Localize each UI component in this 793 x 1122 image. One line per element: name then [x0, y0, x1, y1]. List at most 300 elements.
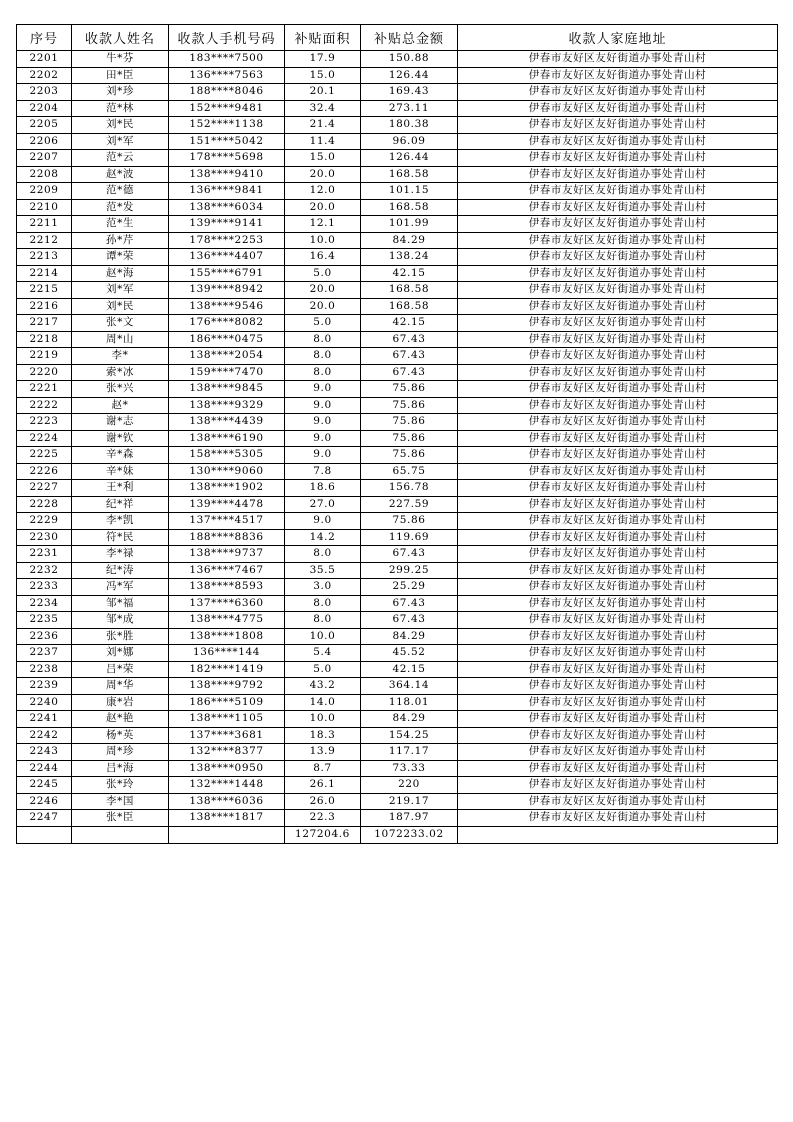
cell-amount: 67.43	[361, 612, 458, 629]
cell-amount: 219.17	[361, 793, 458, 810]
cell-address: 伊春市友好区友好街道办事处青山村	[458, 810, 778, 827]
table-row	[17, 645, 778, 662]
cell-name: 纪*涛	[72, 562, 169, 579]
cell-name: 赵*波	[72, 166, 169, 183]
table-row	[17, 727, 778, 744]
cell-seq: 2210	[17, 199, 72, 216]
cell-amount: 45.52	[361, 645, 458, 662]
cell-address: 伊春市友好区友好街道办事处青山村	[458, 793, 778, 810]
cell-area: 16.4	[285, 249, 361, 266]
cell-name: 张*文	[72, 315, 169, 332]
cell-amount: 119.69	[361, 529, 458, 546]
cell-name: 赵*	[72, 397, 169, 414]
cell-name: 范*发	[72, 199, 169, 216]
cell-phone: 138****9546	[169, 298, 285, 315]
cell-amount: 154.25	[361, 727, 458, 744]
table-row	[17, 711, 778, 728]
header-amount: 补贴总金额	[361, 25, 458, 51]
cell-name: 张*玲	[72, 777, 169, 794]
cell-phone: 138****0950	[169, 760, 285, 777]
cell-name: 李*凯	[72, 513, 169, 530]
cell-address: 伊春市友好区友好街道办事处青山村	[458, 645, 778, 662]
total-cell-address	[458, 826, 778, 843]
cell-amount: 42.15	[361, 265, 458, 282]
cell-name: 范*云	[72, 150, 169, 167]
cell-address: 伊春市友好区友好街道办事处青山村	[458, 265, 778, 282]
table-row	[17, 546, 778, 563]
cell-address: 伊春市友好区友好街道办事处青山村	[458, 249, 778, 266]
cell-phone: 138****2054	[169, 348, 285, 365]
cell-phone: 155****6791	[169, 265, 285, 282]
cell-seq: 2204	[17, 100, 72, 117]
cell-amount: 75.86	[361, 397, 458, 414]
cell-phone: 138****4775	[169, 612, 285, 629]
cell-area: 20.0	[285, 298, 361, 315]
table-body	[17, 51, 778, 844]
cell-phone: 136****144	[169, 645, 285, 662]
cell-amount: 138.24	[361, 249, 458, 266]
table-row	[17, 117, 778, 134]
cell-address: 伊春市友好区友好街道办事处青山村	[458, 744, 778, 761]
cell-area: 32.4	[285, 100, 361, 117]
cell-name: 索*冰	[72, 364, 169, 381]
cell-address: 伊春市友好区友好街道办事处青山村	[458, 430, 778, 447]
cell-phone: 183****7500	[169, 51, 285, 68]
cell-area: 26.1	[285, 777, 361, 794]
cell-name: 李*禄	[72, 546, 169, 563]
cell-phone: 138****6034	[169, 199, 285, 216]
cell-area: 14.0	[285, 694, 361, 711]
cell-address: 伊春市友好区友好街道办事处青山村	[458, 694, 778, 711]
cell-seq: 2218	[17, 331, 72, 348]
cell-area: 10.0	[285, 711, 361, 728]
cell-address: 伊春市友好区友好街道办事处青山村	[458, 397, 778, 414]
table-row	[17, 315, 778, 332]
cell-name: 赵*艳	[72, 711, 169, 728]
cell-area: 20.0	[285, 282, 361, 299]
table-row	[17, 777, 778, 794]
cell-seq: 2219	[17, 348, 72, 365]
cell-phone: 138****9737	[169, 546, 285, 563]
table-row	[17, 463, 778, 480]
cell-phone: 159****7470	[169, 364, 285, 381]
cell-name: 杨*英	[72, 727, 169, 744]
cell-area: 22.3	[285, 810, 361, 827]
header-seq: 序号	[17, 25, 72, 51]
cell-seq: 2205	[17, 117, 72, 134]
cell-area: 9.0	[285, 397, 361, 414]
table-row	[17, 298, 778, 315]
cell-amount: 75.86	[361, 414, 458, 431]
cell-area: 9.0	[285, 381, 361, 398]
cell-amount: 150.88	[361, 51, 458, 68]
cell-amount: 273.11	[361, 100, 458, 117]
cell-seq: 2240	[17, 694, 72, 711]
table-row	[17, 249, 778, 266]
cell-area: 35.5	[285, 562, 361, 579]
total-cell-seq	[17, 826, 72, 843]
table-row	[17, 331, 778, 348]
cell-name: 李*	[72, 348, 169, 365]
cell-seq: 2239	[17, 678, 72, 695]
cell-address: 伊春市友好区友好街道办事处青山村	[458, 331, 778, 348]
header-phone: 收款人手机号码	[169, 25, 285, 51]
cell-amount: 364.14	[361, 678, 458, 695]
cell-amount: 180.38	[361, 117, 458, 134]
cell-address: 伊春市友好区友好街道办事处青山村	[458, 315, 778, 332]
cell-seq: 2241	[17, 711, 72, 728]
cell-seq: 2206	[17, 133, 72, 150]
cell-name: 周*山	[72, 331, 169, 348]
table-row	[17, 67, 778, 84]
cell-address: 伊春市友好区友好街道办事处青山村	[458, 133, 778, 150]
cell-phone: 132****8377	[169, 744, 285, 761]
cell-amount: 65.75	[361, 463, 458, 480]
cell-seq: 2215	[17, 282, 72, 299]
cell-phone: 138****9845	[169, 381, 285, 398]
cell-seq: 2233	[17, 579, 72, 596]
table-row	[17, 84, 778, 101]
cell-phone: 138****1817	[169, 810, 285, 827]
cell-name: 周*华	[72, 678, 169, 695]
cell-name: 范*德	[72, 183, 169, 200]
cell-area: 8.0	[285, 612, 361, 629]
cell-area: 17.9	[285, 51, 361, 68]
cell-amount: 84.29	[361, 232, 458, 249]
cell-seq: 2242	[17, 727, 72, 744]
cell-area: 20.1	[285, 84, 361, 101]
cell-seq: 2236	[17, 628, 72, 645]
cell-phone: 151****5042	[169, 133, 285, 150]
cell-seq: 2226	[17, 463, 72, 480]
cell-phone: 137****4517	[169, 513, 285, 530]
cell-name: 纪*祥	[72, 496, 169, 513]
cell-amount: 67.43	[361, 364, 458, 381]
cell-phone: 178****5698	[169, 150, 285, 167]
cell-seq: 2235	[17, 612, 72, 629]
cell-area: 26.0	[285, 793, 361, 810]
table-row	[17, 364, 778, 381]
cell-seq: 2238	[17, 661, 72, 678]
cell-address: 伊春市友好区友好街道办事处青山村	[458, 216, 778, 233]
cell-amount: 75.86	[361, 447, 458, 464]
cell-name: 辛*森	[72, 447, 169, 464]
cell-address: 伊春市友好区友好街道办事处青山村	[458, 513, 778, 530]
cell-name: 吕*海	[72, 760, 169, 777]
table-row	[17, 612, 778, 629]
cell-amount: 42.15	[361, 661, 458, 678]
cell-phone: 138****1902	[169, 480, 285, 497]
table-row	[17, 397, 778, 414]
cell-name: 刘*珍	[72, 84, 169, 101]
cell-address: 伊春市友好区友好街道办事处青山村	[458, 364, 778, 381]
cell-amount: 168.58	[361, 282, 458, 299]
header-area: 补贴面积	[285, 25, 361, 51]
cell-phone: 137****3681	[169, 727, 285, 744]
cell-address: 伊春市友好区友好街道办事处青山村	[458, 562, 778, 579]
cell-seq: 2201	[17, 51, 72, 68]
cell-seq: 2207	[17, 150, 72, 167]
totals-row	[17, 826, 778, 843]
cell-name: 邹*成	[72, 612, 169, 629]
table-row	[17, 166, 778, 183]
table-row	[17, 562, 778, 579]
cell-address: 伊春市友好区友好街道办事处青山村	[458, 100, 778, 117]
cell-address: 伊春市友好区友好街道办事处青山村	[458, 282, 778, 299]
cell-phone: 178****2253	[169, 232, 285, 249]
cell-amount: 73.33	[361, 760, 458, 777]
cell-area: 13.9	[285, 744, 361, 761]
cell-area: 9.0	[285, 430, 361, 447]
cell-area: 5.4	[285, 645, 361, 662]
cell-area: 10.0	[285, 628, 361, 645]
cell-phone: 138****9792	[169, 678, 285, 695]
cell-name: 刘*民	[72, 117, 169, 134]
cell-address: 伊春市友好区友好街道办事处青山村	[458, 199, 778, 216]
cell-area: 12.0	[285, 183, 361, 200]
cell-name: 牛*芬	[72, 51, 169, 68]
cell-area: 9.0	[285, 447, 361, 464]
cell-seq: 2247	[17, 810, 72, 827]
cell-area: 21.4	[285, 117, 361, 134]
cell-address: 伊春市友好区友好街道办事处青山村	[458, 298, 778, 315]
cell-area: 8.0	[285, 595, 361, 612]
cell-phone: 152****9481	[169, 100, 285, 117]
cell-name: 周*珍	[72, 744, 169, 761]
cell-phone: 138****1808	[169, 628, 285, 645]
header-address: 收款人家庭地址	[458, 25, 778, 51]
cell-amount: 96.09	[361, 133, 458, 150]
cell-phone: 138****1105	[169, 711, 285, 728]
cell-phone: 136****9841	[169, 183, 285, 200]
cell-address: 伊春市友好区友好街道办事处青山村	[458, 166, 778, 183]
cell-seq: 2203	[17, 84, 72, 101]
cell-area: 15.0	[285, 150, 361, 167]
table-row	[17, 628, 778, 645]
cell-area: 5.0	[285, 661, 361, 678]
cell-seq: 2227	[17, 480, 72, 497]
cell-phone: 188****8836	[169, 529, 285, 546]
cell-address: 伊春市友好区友好街道办事处青山村	[458, 727, 778, 744]
cell-phone: 138****8593	[169, 579, 285, 596]
cell-amount: 101.15	[361, 183, 458, 200]
cell-seq: 2246	[17, 793, 72, 810]
cell-amount: 25.29	[361, 579, 458, 596]
cell-name: 刘*民	[72, 298, 169, 315]
cell-seq: 2213	[17, 249, 72, 266]
cell-area: 5.0	[285, 265, 361, 282]
cell-seq: 2229	[17, 513, 72, 530]
cell-address: 伊春市友好区友好街道办事处青山村	[458, 612, 778, 629]
cell-amount: 67.43	[361, 546, 458, 563]
cell-area: 8.0	[285, 364, 361, 381]
cell-address: 伊春市友好区友好街道办事处青山村	[458, 579, 778, 596]
cell-area: 18.6	[285, 480, 361, 497]
cell-address: 伊春市友好区友好街道办事处青山村	[458, 447, 778, 464]
cell-name: 范*生	[72, 216, 169, 233]
cell-name: 谢*钦	[72, 430, 169, 447]
table-row	[17, 216, 778, 233]
cell-seq: 2225	[17, 447, 72, 464]
cell-phone: 136****4407	[169, 249, 285, 266]
cell-phone: 139****9141	[169, 216, 285, 233]
cell-amount: 126.44	[361, 150, 458, 167]
cell-phone: 138****9329	[169, 397, 285, 414]
cell-address: 伊春市友好区友好街道办事处青山村	[458, 67, 778, 84]
cell-name: 康*岩	[72, 694, 169, 711]
cell-amount: 168.58	[361, 166, 458, 183]
cell-address: 伊春市友好区友好街道办事处青山村	[458, 84, 778, 101]
cell-phone: 138****9410	[169, 166, 285, 183]
cell-seq: 2224	[17, 430, 72, 447]
cell-amount: 118.01	[361, 694, 458, 711]
table-row	[17, 760, 778, 777]
cell-name: 张*胜	[72, 628, 169, 645]
cell-phone: 188****8046	[169, 84, 285, 101]
cell-name: 谢*志	[72, 414, 169, 431]
cell-area: 14.2	[285, 529, 361, 546]
cell-name: 赵*海	[72, 265, 169, 282]
cell-name: 吕*荣	[72, 661, 169, 678]
cell-seq: 2245	[17, 777, 72, 794]
cell-amount: 67.43	[361, 595, 458, 612]
table-row	[17, 529, 778, 546]
cell-area: 8.0	[285, 348, 361, 365]
cell-name: 邹*福	[72, 595, 169, 612]
cell-phone: 158****5305	[169, 447, 285, 464]
cell-address: 伊春市友好区友好街道办事处青山村	[458, 678, 778, 695]
cell-amount: 168.58	[361, 298, 458, 315]
subsidy-table	[16, 24, 778, 844]
cell-seq: 2220	[17, 364, 72, 381]
table-row	[17, 414, 778, 431]
cell-amount: 168.58	[361, 199, 458, 216]
cell-phone: 132****1448	[169, 777, 285, 794]
cell-address: 伊春市友好区友好街道办事处青山村	[458, 51, 778, 68]
cell-name: 符*民	[72, 529, 169, 546]
cell-seq: 2216	[17, 298, 72, 315]
cell-amount: 84.29	[361, 628, 458, 645]
cell-address: 伊春市友好区友好街道办事处青山村	[458, 150, 778, 167]
cell-phone: 136****7467	[169, 562, 285, 579]
cell-area: 7.8	[285, 463, 361, 480]
cell-phone: 137****6360	[169, 595, 285, 612]
cell-area: 10.0	[285, 232, 361, 249]
cell-name: 刘*军	[72, 282, 169, 299]
cell-address: 伊春市友好区友好街道办事处青山村	[458, 414, 778, 431]
cell-amount: 169.43	[361, 84, 458, 101]
cell-name: 张*臣	[72, 810, 169, 827]
cell-name: 辛*妹	[72, 463, 169, 480]
cell-address: 伊春市友好区友好街道办事处青山村	[458, 232, 778, 249]
table-row	[17, 694, 778, 711]
cell-address: 伊春市友好区友好街道办事处青山村	[458, 628, 778, 645]
cell-phone: 186****5109	[169, 694, 285, 711]
cell-area: 11.4	[285, 133, 361, 150]
cell-amount: 101.99	[361, 216, 458, 233]
cell-area: 20.0	[285, 166, 361, 183]
cell-area: 9.0	[285, 513, 361, 530]
cell-area: 8.0	[285, 331, 361, 348]
cell-name: 范*林	[72, 100, 169, 117]
cell-name: 刘*军	[72, 133, 169, 150]
cell-seq: 2244	[17, 760, 72, 777]
cell-phone: 176****8082	[169, 315, 285, 332]
cell-address: 伊春市友好区友好街道办事处青山村	[458, 595, 778, 612]
cell-name: 孙*芹	[72, 232, 169, 249]
cell-address: 伊春市友好区友好街道办事处青山村	[458, 496, 778, 513]
cell-amount: 156.78	[361, 480, 458, 497]
cell-name: 谭*荣	[72, 249, 169, 266]
table-row	[17, 595, 778, 612]
cell-seq: 2230	[17, 529, 72, 546]
cell-seq: 2212	[17, 232, 72, 249]
cell-amount: 75.86	[361, 513, 458, 530]
cell-amount: 220	[361, 777, 458, 794]
cell-amount: 227.59	[361, 496, 458, 513]
cell-address: 伊春市友好区友好街道办事处青山村	[458, 463, 778, 480]
table-row	[17, 810, 778, 827]
cell-phone: 152****1138	[169, 117, 285, 134]
cell-seq: 2232	[17, 562, 72, 579]
table-row	[17, 348, 778, 365]
cell-seq: 2202	[17, 67, 72, 84]
cell-seq: 2211	[17, 216, 72, 233]
total-cell-name	[72, 826, 169, 843]
cell-area: 18.3	[285, 727, 361, 744]
cell-address: 伊春市友好区友好街道办事处青山村	[458, 760, 778, 777]
table-row	[17, 183, 778, 200]
table-row	[17, 513, 778, 530]
cell-seq: 2228	[17, 496, 72, 513]
cell-area: 8.7	[285, 760, 361, 777]
cell-seq: 2234	[17, 595, 72, 612]
cell-name: 张*兴	[72, 381, 169, 398]
cell-address: 伊春市友好区友好街道办事处青山村	[458, 117, 778, 134]
cell-seq: 2243	[17, 744, 72, 761]
table-row	[17, 282, 778, 299]
cell-address: 伊春市友好区友好街道办事处青山村	[458, 711, 778, 728]
cell-amount: 67.43	[361, 348, 458, 365]
table-row	[17, 150, 778, 167]
table-row	[17, 579, 778, 596]
cell-amount: 187.97	[361, 810, 458, 827]
cell-address: 伊春市友好区友好街道办事处青山村	[458, 546, 778, 563]
cell-area: 12.1	[285, 216, 361, 233]
table-row	[17, 381, 778, 398]
cell-address: 伊春市友好区友好街道办事处青山村	[458, 777, 778, 794]
cell-name: 田*臣	[72, 67, 169, 84]
cell-seq: 2217	[17, 315, 72, 332]
table-row	[17, 265, 778, 282]
cell-phone: 136****7563	[169, 67, 285, 84]
table-row	[17, 496, 778, 513]
cell-phone: 139****4478	[169, 496, 285, 513]
cell-seq: 2223	[17, 414, 72, 431]
table-row	[17, 744, 778, 761]
cell-seq: 2231	[17, 546, 72, 563]
cell-name: 李*国	[72, 793, 169, 810]
cell-area: 3.0	[285, 579, 361, 596]
table-row	[17, 100, 778, 117]
header-name: 收款人姓名	[72, 25, 169, 51]
cell-phone: 138****6190	[169, 430, 285, 447]
cell-amount: 75.86	[361, 381, 458, 398]
cell-seq: 2208	[17, 166, 72, 183]
table-row	[17, 199, 778, 216]
table-row	[17, 480, 778, 497]
cell-area: 15.0	[285, 67, 361, 84]
